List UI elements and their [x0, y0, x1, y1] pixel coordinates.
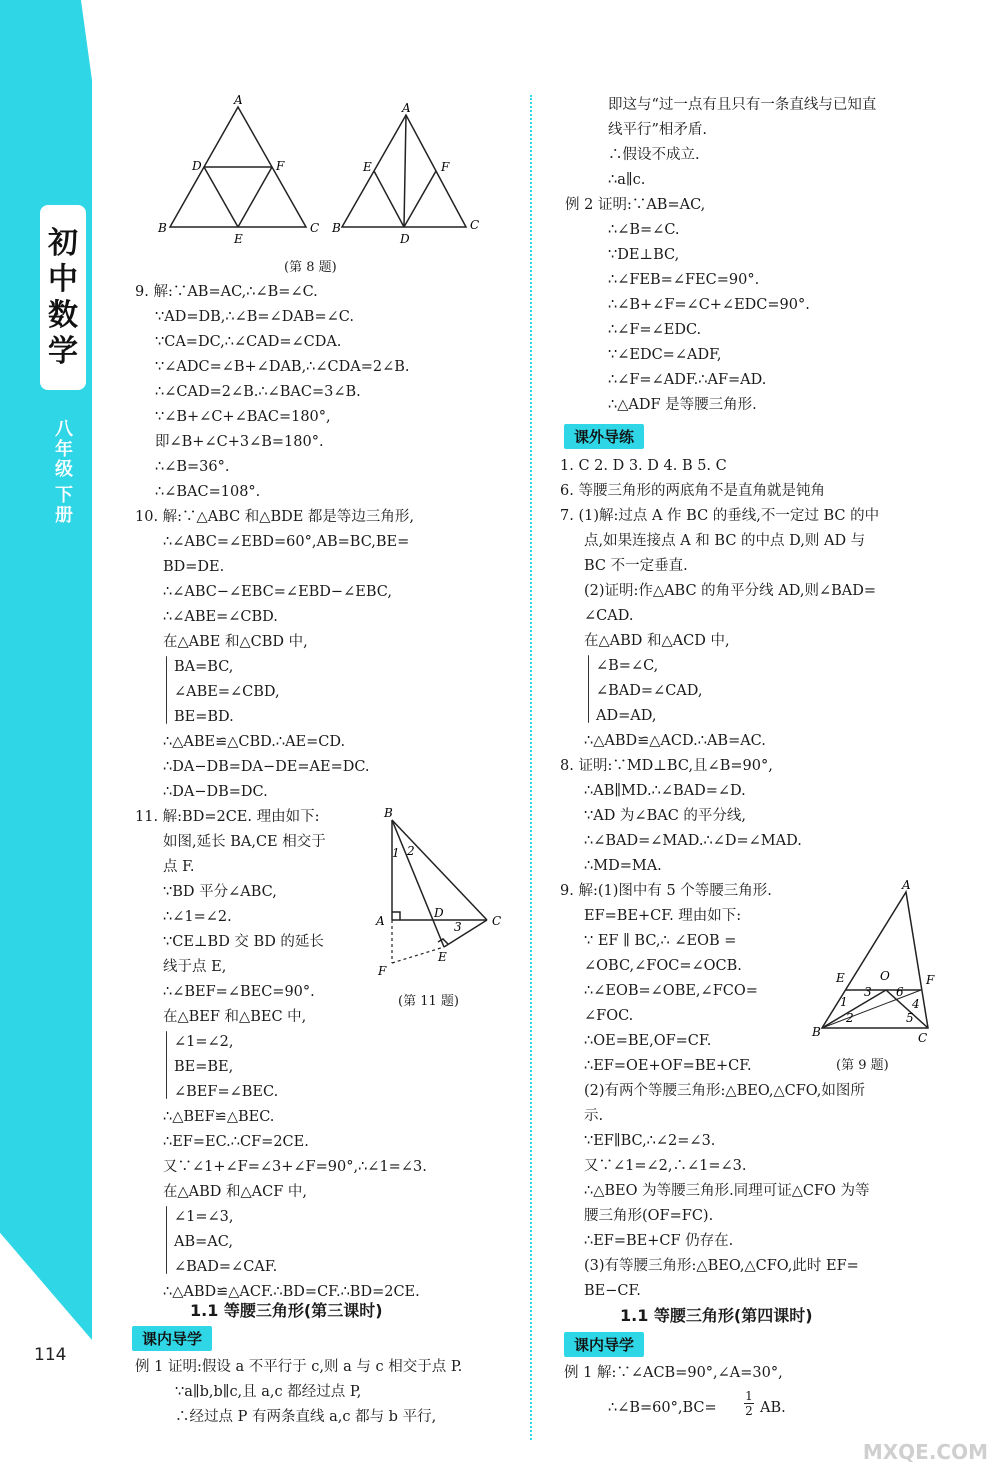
- text-line: 1. C 2. D 3. D 4. B 5. C: [560, 458, 727, 474]
- fraction: [744, 1389, 754, 1418]
- fraction-denominator: 2: [745, 1404, 753, 1418]
- grade-label: 八 年 级 下 册: [55, 419, 73, 526]
- text-line: 即这与“过一点有且只有一条直线与已知直: [608, 97, 877, 113]
- text-line: (3)有等腰三角形:△BEO,△CFO,此时 EF=: [584, 1258, 859, 1274]
- text-line: BD=DE.: [163, 559, 225, 575]
- text-line: BE−CF.: [584, 1283, 641, 1299]
- text-line: ∴∠ABC=∠EBD=60°,AB=BC,BE=: [163, 534, 410, 550]
- fig9-label: 1: [840, 995, 848, 1009]
- text-line: ∴△ABD≌△ACF.∴BD=CF.∴BD=2CE.: [163, 1284, 420, 1300]
- text-line: ∠1=∠2,: [174, 1034, 234, 1050]
- text-line: ∴OE=BE,OF=CF.: [584, 1033, 712, 1049]
- fig9-label: F: [926, 973, 935, 987]
- fig8-label: F: [441, 160, 450, 174]
- text-line: ∴∠BEF=∠BEC=90°.: [163, 984, 315, 1000]
- text-line: 9. 解:∵AB=AC,∴∠B=∠C.: [135, 284, 318, 300]
- text-line: ∵AD=DB,∴∠B=∠DAB=∠C.: [155, 309, 354, 325]
- fraction-numerator: 1: [745, 1389, 753, 1403]
- text-line: ∴∠B=36°.: [155, 459, 230, 475]
- text-line: ∴∠B=∠C.: [608, 222, 680, 238]
- text-line: ∵CE⊥BD 交 BD 的延长: [163, 934, 324, 950]
- column-divider: [530, 95, 532, 1440]
- text-line: ∴∠1=∠2.: [163, 909, 232, 925]
- figure-11: [372, 805, 512, 985]
- text-line: ∵∠ADC=∠B+∠DAB,∴∠CDA=2∠B.: [155, 359, 410, 375]
- text-line: (2)证明:作△ABC 的角平分线 AD,则∠BAD=: [584, 583, 877, 599]
- text-line: ∵ EF ∥ BC,∴ ∠EOB =: [584, 933, 737, 949]
- text-line: ∴经过点 P 有两条直线 a,c 都与 b 平行,: [175, 1409, 437, 1425]
- book-title-char: 学: [48, 333, 78, 369]
- text-line: ∴假设不成立.: [608, 147, 700, 163]
- section-tag: 课外导练: [564, 424, 644, 449]
- text-line: ∴△ABD≌△ACD.∴AB=AC.: [584, 733, 766, 749]
- fig11-label: C: [492, 914, 502, 928]
- page-number: 114: [34, 1345, 67, 1365]
- text-line: 即∠B+∠C+3∠B=180°.: [155, 434, 324, 450]
- fig8-label: A: [234, 95, 243, 107]
- fig8-label: B: [158, 221, 167, 235]
- brace: [166, 656, 167, 724]
- text-line: AD=AD,: [596, 708, 657, 724]
- text-line: 8. 证明:∵MD⊥BC,且∠B=90°,: [560, 758, 773, 774]
- fig9-label: B: [812, 1025, 821, 1039]
- text-line: ∴∠CAD=2∠B.∴∠BAC=3∠B.: [155, 384, 361, 400]
- text-line: 11. 解:BD=2CE. 理由如下:: [135, 809, 320, 825]
- sidebar-band: [0, 0, 92, 1340]
- book-title-char: 中: [48, 261, 78, 297]
- text-line: ∵DE⊥BC,: [608, 247, 680, 263]
- fig9-label: 6: [896, 985, 904, 999]
- brace: [166, 1206, 167, 1274]
- fig11-label: 1: [392, 846, 400, 860]
- book-title-label: [40, 205, 86, 390]
- text-line: 示.: [584, 1108, 604, 1124]
- fig9-label: 4: [912, 997, 920, 1011]
- text-line: ∵a∥b,b∥c,且 a,c 都经过点 P,: [175, 1384, 362, 1400]
- text-line: AB=AC,: [174, 1234, 233, 1250]
- text-line: 10. 解:∵△ABC 和△BDE 都是等边三角形,: [135, 509, 415, 525]
- fig8-label: C: [470, 218, 480, 232]
- fig8-label: C: [310, 221, 320, 235]
- text-line: ∵BD 平分∠ABC,: [163, 884, 277, 900]
- text-line: ∵∠EDC=∠ADF,: [608, 347, 722, 363]
- section-title: 1.1 等腰三角形(第三课时): [190, 1301, 383, 1320]
- fig11-label: B: [384, 806, 393, 820]
- fig8-label: D: [192, 159, 202, 173]
- figure-11-caption: (第 11 题): [398, 994, 459, 1009]
- text-line: 6. 等腰三角形的两底角不是直角就是钝角: [560, 483, 825, 499]
- text-line: 在△ABD 和△ACF 中,: [163, 1184, 308, 1200]
- text-line: ∴∠ABE=∠CBD.: [163, 609, 278, 625]
- text-line: ∴∠EOB=∠OBE,∠FCO=: [584, 983, 758, 999]
- book-title-char: 初: [48, 225, 78, 261]
- text-line: ∵CA=DC,∴∠CAD=∠CDA.: [155, 334, 342, 350]
- text-line: 在△ABD 和△ACD 中,: [584, 633, 730, 649]
- fig8-label: D: [400, 232, 410, 245]
- text-line: ∴∠F=∠ADF.∴AF=AD.: [608, 372, 767, 388]
- text-line: 又∵∠1+∠F=∠3+∠F=90°,∴∠1=∠3.: [163, 1159, 427, 1175]
- text-line: 例 1 解:∵∠ACB=90°,∠A=30°,: [564, 1365, 783, 1381]
- fig11-label: 2: [407, 844, 415, 858]
- text-line: 腰三角形(OF=FC).: [584, 1208, 714, 1224]
- text-line: 在△ABE 和△CBD 中,: [163, 634, 308, 650]
- text-line: AB.: [760, 1400, 786, 1416]
- text-line: ∴△ABE≌△CBD.∴AE=CD.: [163, 734, 346, 750]
- fig8-label: A: [402, 101, 411, 115]
- fig11-label: F: [378, 964, 387, 978]
- figure-8: [150, 95, 490, 245]
- text-line: ∠ABE=∠CBD,: [174, 684, 280, 700]
- text-line: ∴△BEF≌△BEC.: [163, 1109, 275, 1125]
- brace: [588, 655, 589, 723]
- text-line: ∠BAD=∠CAD,: [596, 683, 703, 699]
- fig11-label: E: [438, 950, 447, 964]
- section-tag: 课内导学: [132, 1326, 212, 1351]
- fig9-label: O: [880, 969, 890, 983]
- text-line: ∴DA−DB=DC.: [163, 784, 268, 800]
- fig8-label: B: [332, 221, 341, 235]
- fig9-label: A: [902, 880, 911, 892]
- figure-9-caption: (第 9 题): [836, 1058, 889, 1073]
- fig11-label: D: [434, 906, 444, 920]
- text-line: ∠CAD.: [584, 608, 634, 624]
- section-title: 1.1 等腰三角形(第四课时): [620, 1306, 813, 1325]
- fig11-label: 3: [454, 920, 462, 934]
- text-line: ∴∠ABC−∠EBC=∠EBD−∠EBC,: [163, 584, 392, 600]
- text-line: 例 1 证明:假设 a 不平行于 c,则 a 与 c 相交于点 P.: [135, 1359, 463, 1375]
- section-tag: 课内导学: [564, 1332, 644, 1357]
- text-line: ∴AB∥MD.∴∠BAD=∠D.: [584, 783, 746, 799]
- text-line: 例 2 证明:∵AB=AC,: [565, 197, 706, 213]
- text-line: 在△BEF 和△BEC 中,: [163, 1009, 307, 1025]
- text-line: 9. 解:(1)图中有 5 个等腰三角形.: [560, 883, 772, 899]
- text-line: BE=BE,: [174, 1059, 234, 1075]
- text-line: 如图,延长 BA,CE 相交于: [163, 834, 326, 850]
- text-line: ∠B=∠C,: [596, 658, 659, 674]
- fig9-label: 3: [864, 985, 872, 999]
- text-line: ∴∠B+∠F=∠C+∠EDC=90°.: [608, 297, 810, 313]
- fig9-label: E: [836, 971, 845, 985]
- text-line: BA=BC,: [174, 659, 234, 675]
- fig9-label: C: [918, 1031, 928, 1045]
- text-line: ∠FOC.: [584, 1008, 634, 1024]
- text-line: ∴a∥c.: [608, 172, 646, 188]
- text-line: 点 F.: [163, 859, 195, 875]
- text-line: ∠1=∠3,: [174, 1209, 234, 1225]
- figure-9: [808, 880, 948, 1050]
- text-line: ∴∠FEB=∠FEC=90°.: [608, 272, 760, 288]
- text-line: EF=BE+CF. 理由如下:: [584, 908, 742, 924]
- brace: [166, 1031, 167, 1099]
- text-line: ∴∠BAC=108°.: [155, 484, 261, 500]
- text-line: ∴△BEO 为等腰三角形.同理可证△CFO 为等: [584, 1183, 870, 1199]
- text-line: 线于点 E,: [163, 959, 227, 975]
- text-line: ∵EF∥BC,∴∠2=∠3.: [584, 1133, 716, 1149]
- fig11-label: A: [376, 914, 385, 928]
- text-line: ∴DA−DB=DA−DE=AE=DC.: [163, 759, 370, 775]
- text-line: ∵∠B+∠C+∠BAC=180°,: [155, 409, 331, 425]
- text-line: ∴MD=MA.: [584, 858, 662, 874]
- text-line: ∴∠B=60°,BC=: [608, 1400, 717, 1416]
- fig8-label: E: [363, 160, 372, 174]
- fig9-label: 5: [906, 1011, 914, 1025]
- text-line: BE=BD.: [174, 709, 234, 725]
- text-line: 点,如果连接点 A 和 BC 的中点 D,则 AD 与: [584, 533, 866, 549]
- fig8-label: E: [234, 232, 243, 245]
- text-line: 线平行”相矛盾.: [608, 122, 708, 138]
- book-title-char: 数: [48, 297, 78, 333]
- text-line: (2)有两个等腰三角形:△BEO,△CFO,如图所: [584, 1083, 865, 1099]
- text-line: ∴EF=BE+CF 仍存在.: [584, 1233, 734, 1249]
- text-line: ∠BEF=∠BEC.: [174, 1084, 279, 1100]
- text-line: ∴∠BAD=∠MAD.∴∠D=∠MAD.: [584, 833, 802, 849]
- text-line: 7. (1)解:过点 A 作 BC 的垂线,不一定过 BC 的中: [560, 508, 880, 524]
- text-line: ∵AD 为∠BAC 的平分线,: [584, 808, 747, 824]
- text-line: ∴EF=OE+OF=BE+CF.: [584, 1058, 752, 1074]
- text-line: ∴EF=EC.∴CF=2CE.: [163, 1134, 309, 1150]
- watermark: MXQE.COM: [862, 1440, 988, 1464]
- text-line: ∴∠F=∠EDC.: [608, 322, 702, 338]
- text-line: ∴△ADF 是等腰三角形.: [608, 397, 757, 413]
- figure-8-caption: (第 8 题): [284, 260, 337, 275]
- text-line: BC 不一定垂直.: [584, 558, 688, 574]
- fig8-label: F: [276, 159, 285, 173]
- text-line: ∠OBC,∠FOC=∠OCB.: [584, 958, 742, 974]
- text-line: ∠BAD=∠CAF.: [174, 1259, 278, 1275]
- text-line: 又∵∠1=∠2,∴∠1=∠3.: [584, 1158, 747, 1174]
- fig9-label: 2: [846, 1011, 854, 1025]
